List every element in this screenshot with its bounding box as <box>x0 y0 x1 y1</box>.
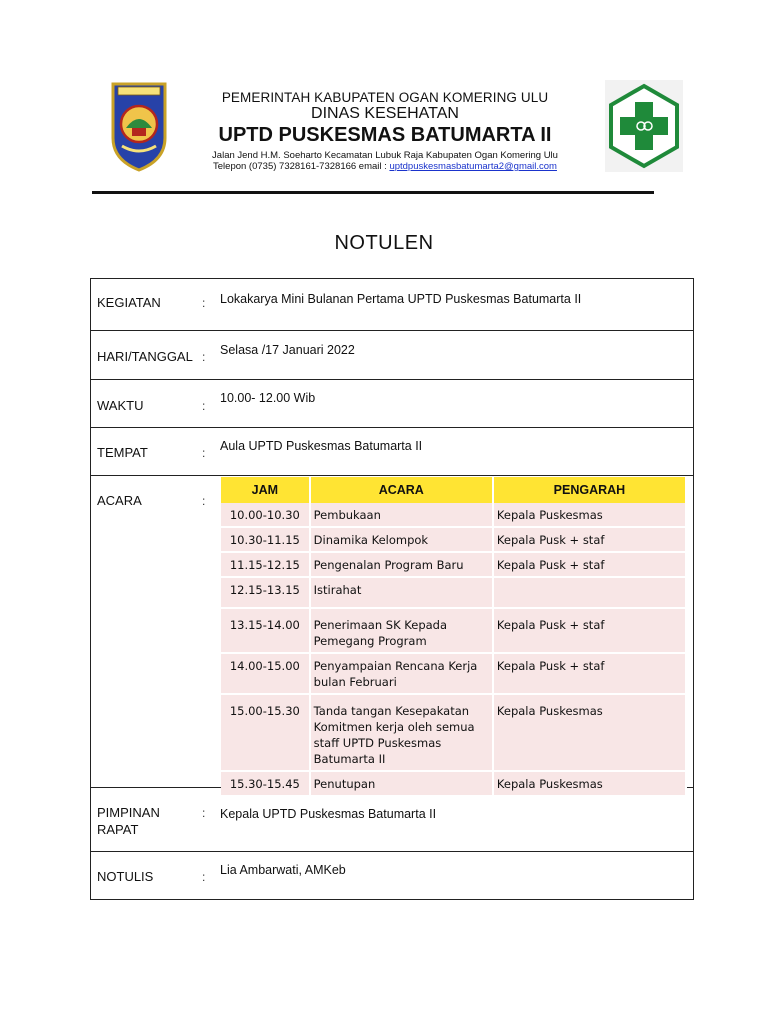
jam-cell: 12.15-13.15 <box>221 577 310 608</box>
table-row <box>221 527 686 552</box>
acara-cell: Dinamika Kelompok <box>310 527 493 552</box>
pengarah-cell: Kepala Pusk + staf <box>493 608 686 653</box>
pimpinan-label: PIMPINAN <box>97 805 160 820</box>
pimpinan-value: Kepala UPTD Puskesmas Batumarta II <box>220 807 437 821</box>
jam-cell: 10.30-11.15 <box>221 527 310 552</box>
rapat-label: RAPAT <box>97 822 139 837</box>
jam-cell: 14.00-15.00 <box>221 653 310 694</box>
address-line: Jalan Jend H.M. Soeharto Kecamatan Lubuk Raja Kabupaten Ogan Komering Ulu <box>212 150 558 161</box>
acara-cell: Pengenalan Program Baru <box>310 552 493 577</box>
pengarah-cell <box>493 577 686 608</box>
acara-cell: Tanda tangan Kesepakatan Komitmen kerja oleh semua staff UPTD Puskesmas Batumarta II <box>310 694 493 771</box>
pimpinan-colon: : <box>202 806 206 820</box>
jam-cell: 10.00-10.30 <box>221 503 310 527</box>
waktu-value: 10.00- 12.00 Wib <box>220 391 316 405</box>
kegiatan-value: Lokakarya Mini Bulanan Pertama UPTD Puskesmas Batumarta II <box>220 292 582 306</box>
waktu-label: WAKTU <box>97 398 144 413</box>
table-row <box>221 694 686 771</box>
acara-cell: Penyampaian Rencana Kerja bulan Februari <box>310 653 493 694</box>
dinas-line: DINAS KESEHATAN <box>311 105 459 122</box>
gov-line: PEMERINTAH KABUPATEN OGAN KOMERING ULU <box>221 90 549 105</box>
tempat-label: TEMPAT <box>97 445 148 460</box>
row-divider <box>90 851 694 852</box>
notulis-colon: : <box>202 870 206 884</box>
acara-cell: Istirahat <box>310 577 493 608</box>
acara-cell: Penerimaan SK Kepada Pemegang Program <box>310 608 493 653</box>
jam-cell: 15.30-15.45 <box>221 771 310 796</box>
notulis-label: NOTULIS <box>97 869 154 884</box>
pengarah-cell: Kepala Pusk + staf <box>493 653 686 694</box>
uptd-line: UPTD PUSKESMAS BATUMARTA II <box>218 124 552 146</box>
hari-label: HARI/TANGGAL <box>97 349 193 364</box>
header-pengarah: PENGARAH <box>493 477 686 503</box>
acara-colon: : <box>202 494 206 508</box>
phone-line <box>170 161 600 172</box>
jam-cell: 15.00-15.30 <box>221 694 310 771</box>
pengarah-cell: Kepala Puskesmas <box>493 694 686 771</box>
table-row <box>221 653 686 694</box>
pengarah-cell: Kepala Puskesmas <box>493 503 686 527</box>
pengarah-cell: Kepala Pusk + staf <box>493 552 686 577</box>
table-row <box>221 552 686 577</box>
tempat-value: Aula UPTD Puskesmas Batumarta II <box>220 439 423 453</box>
page-title: NOTULEN <box>334 232 434 254</box>
hari-colon: : <box>202 350 206 364</box>
jam-cell: 13.15-14.00 <box>221 608 310 653</box>
table-row <box>221 608 686 653</box>
header-jam: JAM <box>221 477 310 503</box>
notulis-value: Lia Ambarwati, AMKeb <box>220 863 346 877</box>
kegiatan-colon: : <box>202 296 206 310</box>
acara-cell: Penutupan <box>310 771 493 796</box>
acara-header-row <box>221 477 686 503</box>
puskesmas-logo-icon <box>605 80 683 172</box>
letterhead-rule <box>92 191 654 194</box>
row-divider <box>90 475 694 476</box>
row-divider <box>90 427 694 428</box>
letterhead-text <box>170 88 600 172</box>
row-divider <box>90 330 694 331</box>
row-divider <box>90 379 694 380</box>
pengarah-cell: Kepala Puskesmas <box>493 771 686 796</box>
kabupaten-emblem-icon <box>110 80 168 172</box>
header-acara: ACARA <box>310 477 493 503</box>
pengarah-cell: Kepala Pusk + staf <box>493 527 686 552</box>
hari-value: Selasa /17 Januari 2022 <box>220 343 355 357</box>
acara-label: ACARA <box>97 493 142 508</box>
kegiatan-label: KEGIATAN <box>97 295 161 310</box>
table-row <box>221 577 686 608</box>
tempat-colon: : <box>202 446 206 460</box>
acara-schedule-table <box>221 477 687 797</box>
waktu-colon: : <box>202 399 206 413</box>
email-link[interactable]: uptdpuskesmasbatumarta2@gmail.com <box>389 161 557 172</box>
acara-cell: Pembukaan <box>310 503 493 527</box>
table-row <box>221 503 686 527</box>
phone-text: Telepon (0735) 7328161-7328166 email : <box>213 161 390 172</box>
table-row <box>221 771 686 796</box>
jam-cell: 11.15-12.15 <box>221 552 310 577</box>
